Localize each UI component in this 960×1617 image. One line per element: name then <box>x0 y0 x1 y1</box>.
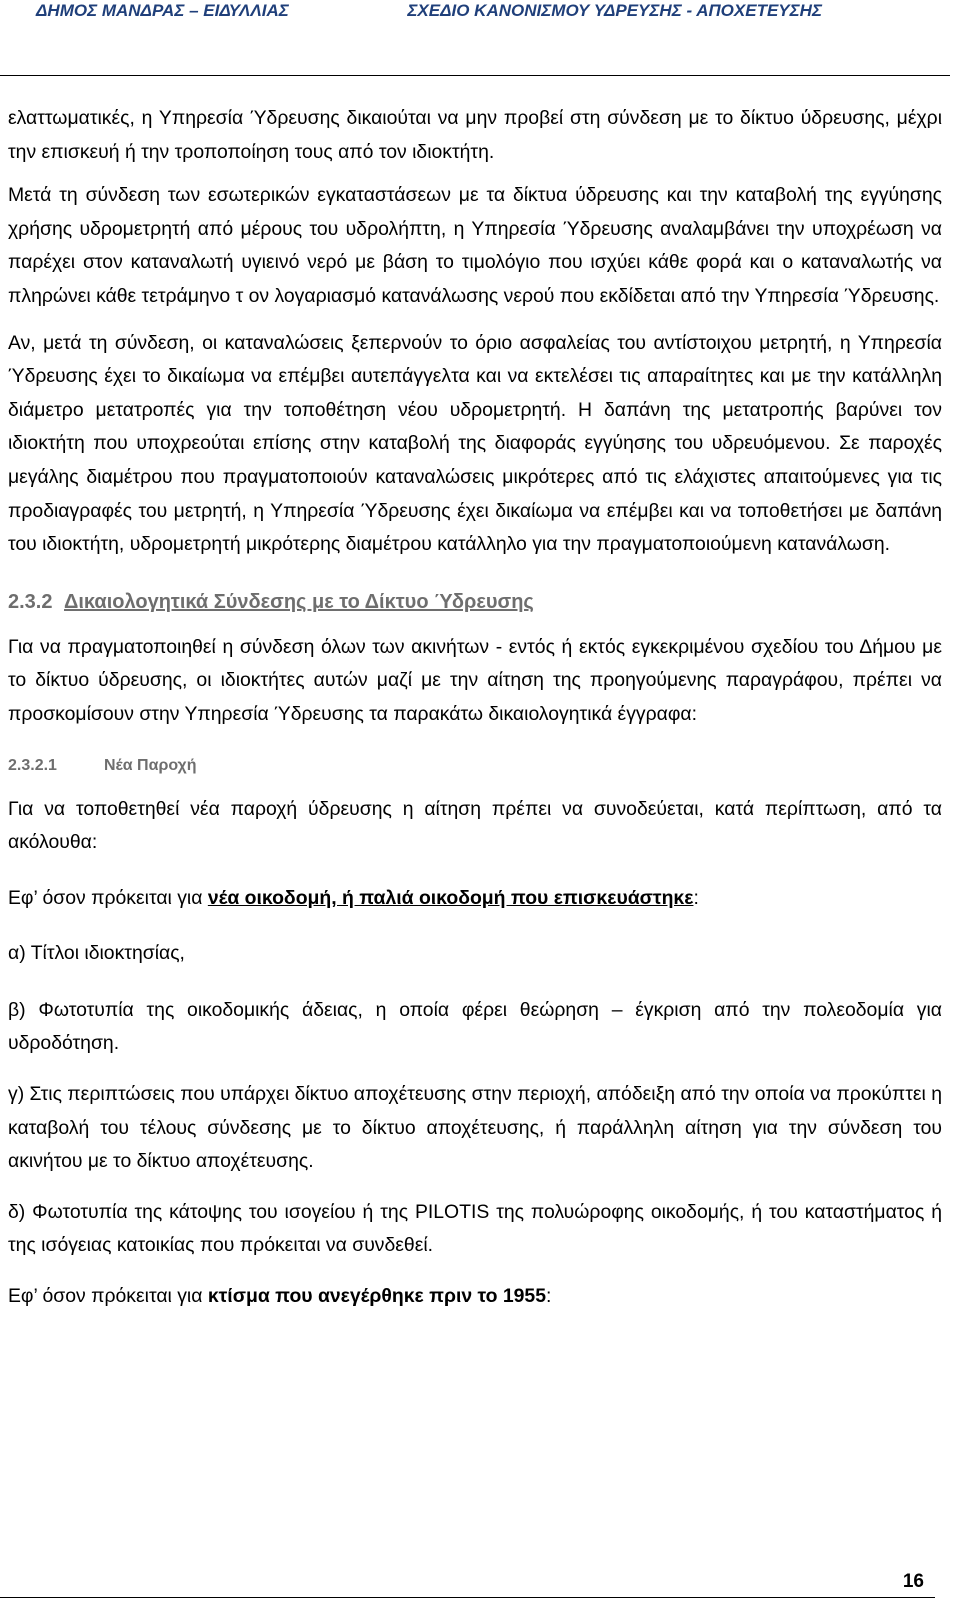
case-suffix: : <box>546 1285 552 1308</box>
list-item-a: α) Τίτλοι ιδιοκτησίας, <box>8 942 185 965</box>
header-divider <box>0 75 950 76</box>
header-document-title: ΣΧΕΔΙΟ ΚΑΝΟΝΙΣΜΟΥ ΥΔΡΕΥΣΗΣ - ΑΠΟΧΕΤΕΥΣΗΣ <box>407 1 822 20</box>
paragraph: Μετά τη σύνδεση των εσωτερικών εγκαταστάσεων με τα δίκτυα ύδρευσης και την καταβολή της εγγύησης χρήσης υδρομετρητή από μέρους του υδρολήπτη, η Υπηρεσία Ύδρευσης αναλαμβάνει την υποχρέωση να παρέχει στον καταναλωτή υγιεινό νερό με βάση το τιμολόγιο που ισχύει κάθε φορά και ο καταναλωτής να πληρώνει κάθε τετράμηνο τ ον λογαριασμό κατανάλωσης νερού που εκδίδεται από την Υπηρεσία Ύδρευσης. <box>8 184 942 307</box>
list-item-c: γ) Στις περιπτώσεις που υπάρχει δίκτυο αποχέτευσης στην περιοχή, απόδειξη από την οποία να προκύπτει η καταβολή του τέλους σύνδεσης με το δίκτυο αποχέτευσης, ή παράλληλη αίτηση για την σύνδεση του ακινήτου με το δίκτυο αποχέτευσης. <box>8 1083 942 1173</box>
document-body <box>8 102 942 1314</box>
case-new-building <box>8 882 942 916</box>
section-heading <box>8 587 942 617</box>
case-prefix: Εφ’ όσον πρόκειται για <box>8 1285 208 1308</box>
case-emphasis: νέα οικοδομή, ή παλιά οικοδομή που επισκευάστηκε <box>207 886 694 909</box>
paragraph: Αν, μετά τη σύνδεση, οι καταναλώσεις ξεπερνούν το όριο ασφαλείας του αντίστοιχου μετρητή, η Υπηρεσία Ύδρευσης έχει το δικαίωμα να επέμβει αυτεπάγγελτα και να εκτελέσει τις απαραίτητες και με την κατάλληλη διάμετρο μετατροπές για την τοποθέτηση νέου υδρομετρητή. Η δαπάνη της μετατροπής βαρύνει τον ιδιοκτήτη που υποχρεούται επίσης στην καταβολή της διαφοράς εγγύησης του υδρευόμενου. Σε παροχές μεγάλης διαμέτρου που πραγματοποιούν καταναλώσεις μικρότερες από τις ελάχιστες απαιτούμενες για τις προδιαγραφές του μετρητή, η Υπηρεσία Ύδρευσης έχει δικαίωμα να επέμβει και να τοποθετήσει με δαπάνη του ιδιοκτήτη, υδρομετρητή μικρότερης διαμέτρου κατάλληλο για την πραγματοποιούμενη κατανάλωση. <box>8 331 942 556</box>
subsection-number: 2.3.2.1 <box>8 756 57 774</box>
section-title: Δικαιολογητικά Σύνδεσης με το Δίκτυο Ύδρευσης <box>64 590 534 613</box>
case-pre-1955 <box>8 1280 942 1314</box>
case-prefix: Εφ’ όσον πρόκειται για <box>8 886 208 909</box>
header-municipality: ΔΗΜΟΣ ΜΑΝΔΡΑΣ – ΕΙΔΥΛΛΙΑΣ <box>36 1 289 20</box>
page-number: 16 <box>902 1571 924 1592</box>
case-suffix: : <box>693 886 699 909</box>
subsection-title: Νέα Παροχή <box>104 756 197 774</box>
list-item-d: δ) Φωτοτυπία της κάτοψης του ισογείου ή της PILOTIS της πολυώροφης οικοδομής, ή του καταστήματος ή της ισόγειας κατοικίας που πρόκειται να συνδεθεί. <box>8 1200 942 1257</box>
section-number: 2.3.2 <box>8 590 53 613</box>
list-item-b: β) Φωτοτυπία της οικοδομικής άδειας, η οποία φέρει θεώρηση – έγκριση από την πολεοδομία για υδροδότηση. <box>8 998 942 1055</box>
paragraph: Για να τοποθετηθεί νέα παροχή ύδρευσης η αίτηση πρέπει να συνοδεύεται, κατά περίπτωση, από τα ακόλουθα: <box>8 797 942 854</box>
paragraph: Για να πραγματοποιηθεί η σύνδεση όλων των ακινήτων - εντός ή εκτός εγκεκριμένου σχεδίου του Δήμου με το δίκτυο ύδρευσης, οι ιδιοκτήτες αυτών μαζί με την αίτηση της προηγούμενης παραγράφου, πρέπει να προσκομίσουν στην Υπηρεσία Ύδρευσης τα παρακάτω δικαιολογητικά έγγραφα: <box>8 635 942 725</box>
footer-divider <box>0 1597 935 1598</box>
page-header <box>0 0 960 22</box>
subsection-heading <box>8 755 942 777</box>
paragraph: ελαττωματικές, η Υπηρεσία Ύδρευσης δικαιούται να μην προβεί στη σύνδεση με το δίκτυο ύδρευσης, μέχρι την επισκευή ή την τροποποίηση τους από τον ιδιοκτήτη. <box>8 107 942 163</box>
case-emphasis: κτίσμα που ανεγέρθηκε πριν το 1955 <box>207 1285 547 1308</box>
